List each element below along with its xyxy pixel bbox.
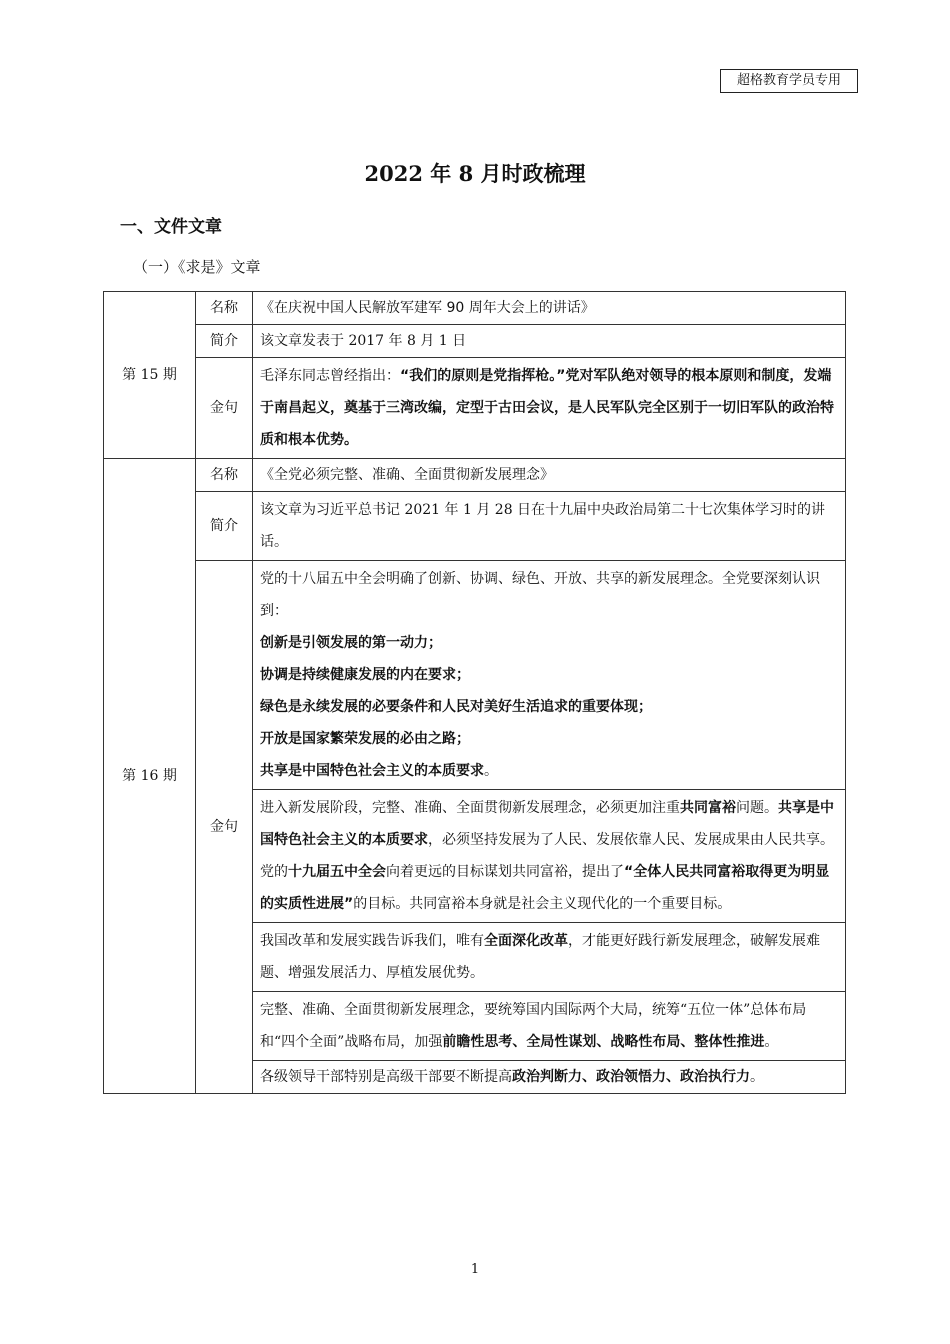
article-quote: [253, 358, 846, 459]
table-row: [104, 292, 846, 325]
label-name: 名称: [196, 292, 253, 325]
quote-block-1: [253, 561, 846, 790]
quote-text: ，才能更好践行新发展理念，破解发展难题、增强发展活力、厚植发展优势。: [260, 933, 820, 981]
table-row: [104, 459, 846, 492]
quote-bold: 共享是中国特色社会主义的本质要求: [260, 800, 834, 848]
quote-bold: 共享是中国特色社会主义的本质要求: [260, 763, 484, 779]
quote-text: 党的十八届五中: [260, 571, 358, 587]
quote-text: ，必须坚持发展为了人民、发展依靠人民、发展成果由人民共享。党的: [260, 832, 834, 880]
quote-text: 完整、准确、全面贯彻新发展理念，要统筹国内国际两个大局，统筹“五位一体”总体布局和“四个全面”战略布局，加强: [260, 1002, 807, 1050]
quote-block-5: [253, 1061, 846, 1094]
quote-text: 。: [750, 1069, 764, 1085]
quote-bold: “全体人民共同富裕取得更为明显的实质性进展”: [260, 864, 830, 912]
label-intro: 简介: [196, 325, 253, 358]
quote-text: 我国改革和发展实践告诉我们，唯有: [260, 933, 484, 949]
article-name: 《全党必须完整、准确、全面贯彻新发展理念》: [253, 459, 846, 492]
quote-text: 。: [484, 763, 498, 779]
label-intro: 简介: [196, 492, 253, 561]
table-row: [104, 358, 846, 459]
page-number: 1: [470, 1262, 480, 1277]
label-name: 名称: [196, 459, 253, 492]
page-title: 2022 年 8 月时政梳理: [364, 161, 586, 186]
quote-bold: 开放是国家繁荣发展的必由之路；: [260, 731, 470, 747]
quote-bold: “我们的原则是党指挥枪。”党对军队绝对领导的根本原则和制度，发端于南昌起义，奠基于三湾改编，定型于古田会议，是人民军队完全区别于一切旧军队的政治特质和根本优势。: [260, 368, 834, 448]
quote-bold: 全面深化改革: [484, 933, 568, 949]
quote-bold: 前瞻性思考、全局性谋划、战略性布局、整体性推进: [442, 1034, 765, 1050]
label-quote: 金句: [196, 358, 253, 459]
watermark-stamp: 超格教育学员专用: [720, 69, 858, 93]
quote-bold: 政治判断力、政治领悟力、政治执行力: [512, 1069, 750, 1085]
label-quote: 金句: [196, 561, 253, 1094]
section-heading: 一、文件文章: [120, 217, 222, 237]
quote-text: 向着更远的目标谋划共同富裕，提出了: [386, 864, 624, 880]
table-row: [104, 561, 846, 790]
article-intro: 该文章为习近平总书记 2021 年 1 月 28 日在十九届中央政治局第二十七次集体学习时的讲话。: [253, 492, 846, 561]
table-row: [104, 492, 846, 561]
quote-text: 毛泽东同志曾经指出：: [260, 368, 400, 384]
quote-text: 问题。: [736, 800, 778, 816]
quote-bold: 协调是持续健康发展的内在要求；: [260, 667, 470, 683]
quote-block-2: [253, 790, 846, 923]
quote-text: 进入新发展阶段，完整、准确、全面贯彻新发展理念，必须更加注重: [260, 800, 680, 816]
issue-cell: 第 16 期: [104, 459, 196, 1094]
article-name: 《在庆祝中国人民解放军建军 90 周年大会上的讲话》: [253, 292, 846, 325]
quote-block-3: [253, 923, 846, 992]
quote-text: 全会明确了创新、协调、绿色、开放、共享的新发展理念。全党要深刻认识到：: [260, 571, 820, 619]
quote-block-4: [253, 992, 846, 1061]
quote-bold: 十九届五中全会: [288, 864, 386, 880]
quote-text: 的目标。共同富裕本身就是社会主义现代化的一个重要目标。: [353, 896, 732, 912]
quote-bold: 绿色是永续发展的必要条件和人民对美好生活追求的重要体现；: [260, 699, 652, 715]
subsection-heading: （一）《求是》文章: [133, 258, 261, 276]
quote-text: 。: [764, 1034, 779, 1050]
issue-cell: 第 15 期: [104, 292, 196, 459]
quote-text: 各级领导干部特别是高级干部要不断提高: [260, 1069, 512, 1085]
table-row: [104, 325, 846, 358]
articles-table: [103, 291, 846, 1094]
quote-bold: 创新是引领发展的第一动力；: [260, 635, 442, 651]
quote-bold: 共同富裕: [680, 800, 736, 816]
article-intro: 该文章发表于 2017 年 8 月 1 日: [253, 325, 846, 358]
